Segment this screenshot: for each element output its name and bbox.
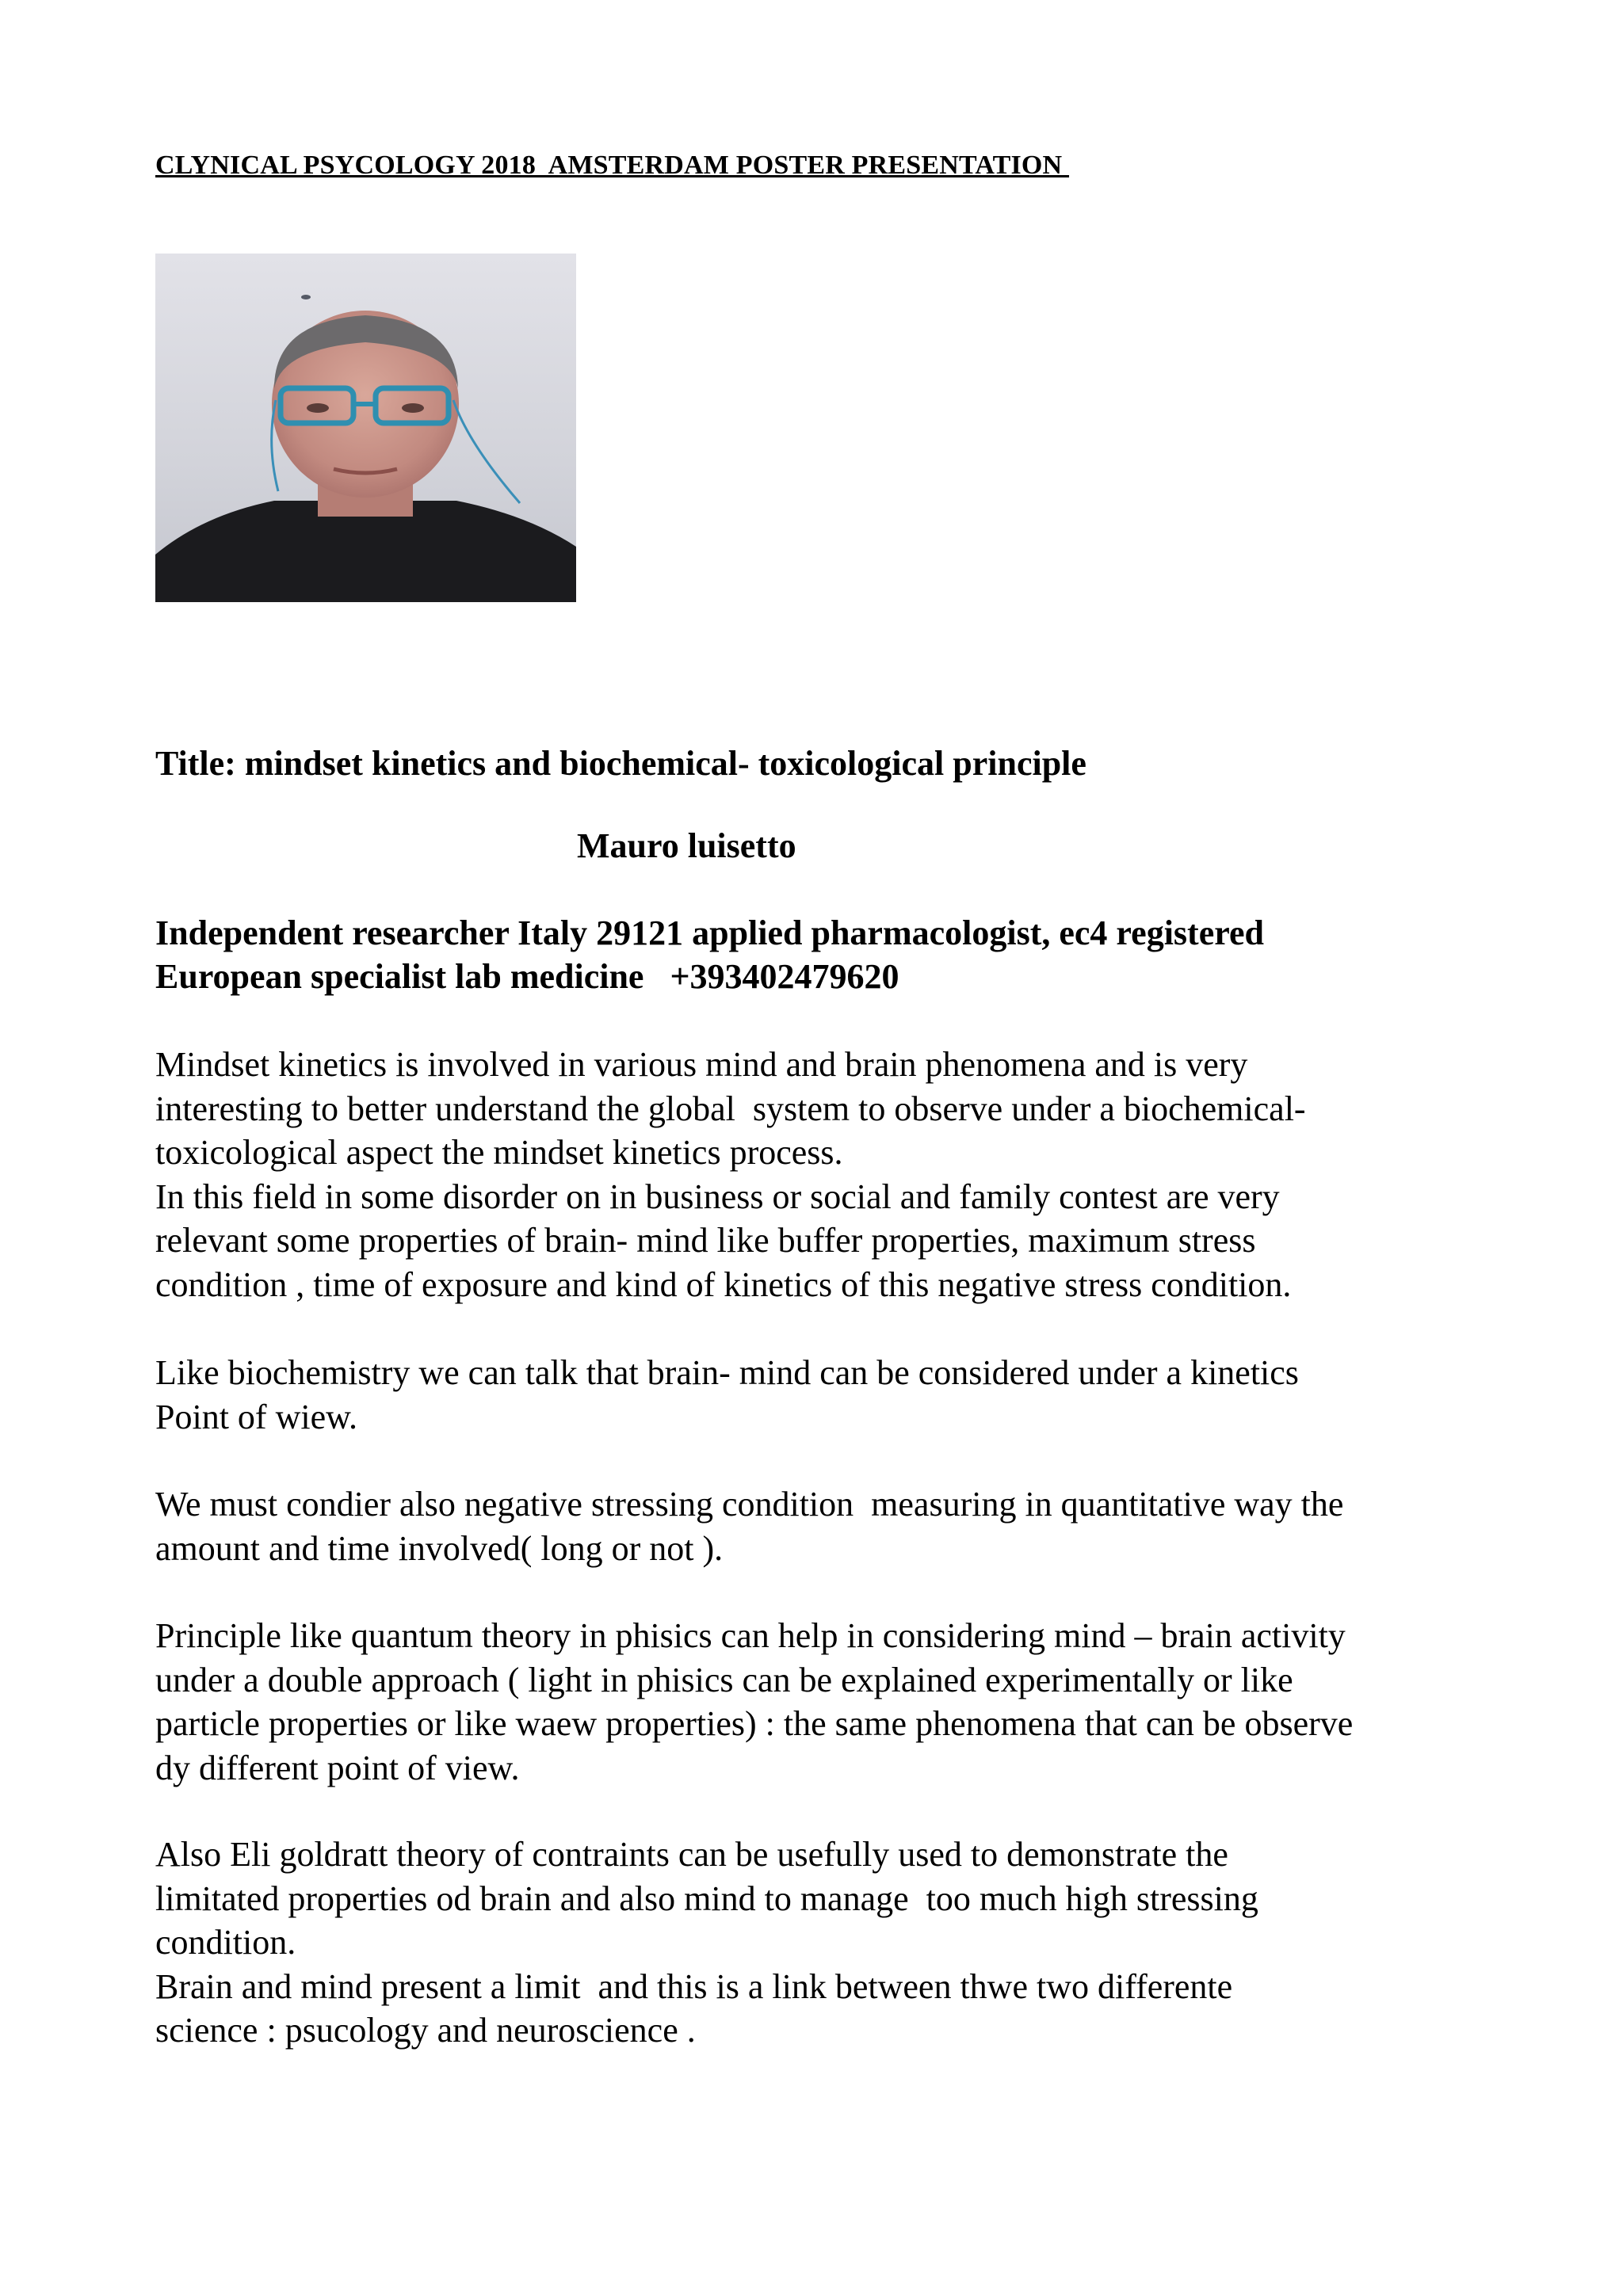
paragraph-line: limitated properties od brain and also mind to manage too much high stressing: [155, 1878, 1258, 1918]
paragraph-line: particle properties or like waew properties) : the same phenomena that can be observe: [155, 1704, 1354, 1743]
paragraph-line: Mindset kinetics is involved in various mind and brain phenomena and is very: [155, 1045, 1248, 1084]
affiliation-line: European specialist lab medicine +393402479620: [155, 957, 899, 996]
paragraph-line: Principle like quantum theory in phisics can help in considering mind – brain activity: [155, 1616, 1346, 1655]
author-affiliation: [155, 911, 1503, 998]
paragraph-line: condition , time of exposure and kind of kinetics of this negative stress condition.: [155, 1264, 1292, 1304]
paragraph-line: Like biochemistry we can talk that brain- mind can be considered under a kinetics: [155, 1353, 1299, 1392]
paragraph-line: toxicological aspect the mindset kinetics process.: [155, 1133, 843, 1172]
paragraph-line: amount and time involved( long or not ).: [155, 1528, 724, 1568]
paragraph-line: science : psucology and neuroscience .: [155, 2011, 696, 2050]
abstract-paragraph-1: [155, 1043, 1518, 1306]
author-name: Mauro luisetto: [577, 826, 796, 865]
header-title: CLYNICAL PSYCOLOGY 2018 AMSTERDAM POSTER PRESENTATION: [155, 151, 1070, 180]
paragraph-line: Brain and mind present a limit and this is a link between thwe two differente: [155, 1966, 1233, 2006]
paragraph-line: dy different point of view.: [155, 1748, 520, 1787]
abstract-paragraph-4: [155, 1614, 1518, 1790]
abstract-paragraph-2: [155, 1351, 1518, 1439]
paragraph-line: We must condier also negative stressing condition measuring in quantitative way the: [155, 1485, 1344, 1524]
affiliation-line: Independent researcher Italy 29121 applied pharmacologist, ec4 registered: [155, 913, 1264, 952]
paragraph-line: relevant some properties of brain- mind like buffer properties, maximum stress: [155, 1221, 1256, 1260]
paragraph-line: interesting to better understand the global system to observe under a biochemical-: [155, 1089, 1306, 1128]
paragraph-line: Also Eli goldratt theory of contraints can be usefully used to demonstrate the: [155, 1835, 1228, 1874]
paragraph-line: In this field in some disorder on in business or social and family contest are very: [155, 1177, 1280, 1216]
paragraph-line: condition.: [155, 1923, 296, 1962]
paragraph-line: Point of wiew.: [155, 1397, 358, 1436]
abstract-paragraph-3: [155, 1482, 1518, 1570]
author-photo: [155, 254, 576, 602]
abstract-paragraph-5: [155, 1833, 1518, 2053]
poster-title: Title: mindset kinetics and biochemical- toxicological principle: [155, 744, 1086, 783]
paragraph-line: under a double approach ( light in phisics can be explained experimentally or like: [155, 1660, 1293, 1699]
